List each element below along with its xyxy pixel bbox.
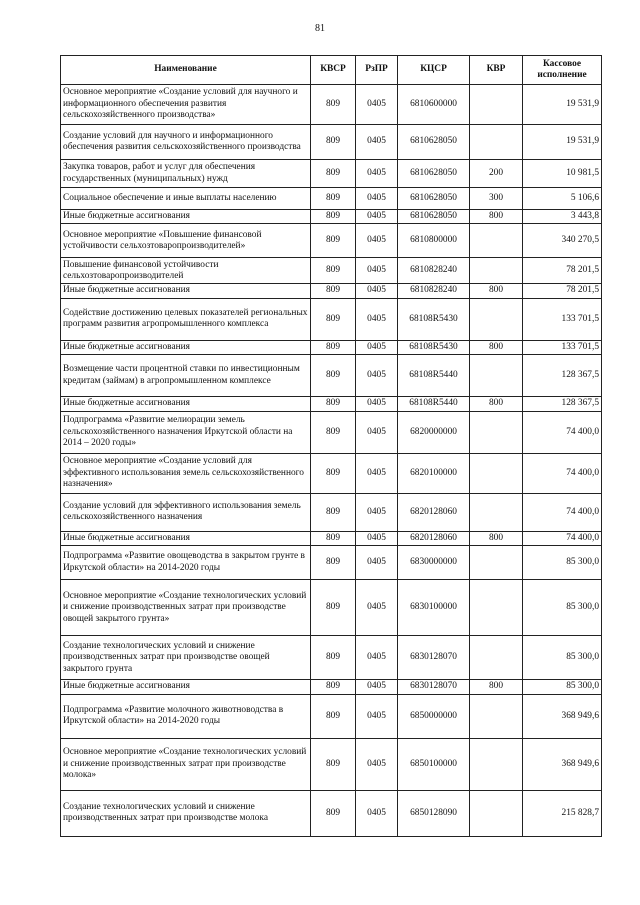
table-row <box>61 546 602 580</box>
cell-cash-execution: 85 300,0 <box>523 636 602 680</box>
cell-kcsr: 6850100000 <box>398 738 470 790</box>
cell-kcsr: 6810628050 <box>398 125 470 160</box>
cell-cash-execution: 128 367,5 <box>523 355 602 397</box>
table-row <box>61 790 602 836</box>
cell-kvsr: 809 <box>311 531 356 545</box>
cell-rzpr: 0405 <box>356 224 398 258</box>
cell-kvr <box>470 694 523 738</box>
cell-name: Основное мероприятие «Создание условий для эффективного использования земель сельскохозяйственного назначения» <box>61 453 311 493</box>
cell-cash-execution: 85 300,0 <box>523 546 602 580</box>
cell-kvr <box>470 580 523 636</box>
table-row <box>61 258 602 284</box>
cell-name: Основное мероприятие «Создание технологических условий и снижение производственных затрат при производстве овощей закрытого грунта» <box>61 580 311 636</box>
cell-kcsr: 6810628050 <box>398 160 470 188</box>
cell-cash-execution: 85 300,0 <box>523 580 602 636</box>
header-rzpr: РзПР <box>356 56 398 85</box>
table-row <box>61 580 602 636</box>
cell-kvsr: 809 <box>311 188 356 210</box>
cell-cash-execution: 74 400,0 <box>523 493 602 531</box>
table-row <box>61 125 602 160</box>
cell-cash-execution: 85 300,0 <box>523 680 602 694</box>
cell-kvsr: 809 <box>311 694 356 738</box>
table-row <box>61 298 602 340</box>
table-row <box>61 680 602 694</box>
cell-kvr: 800 <box>470 680 523 694</box>
cell-name: Иные бюджетные ассигнования <box>61 210 311 224</box>
cell-kcsr: 6810828240 <box>398 258 470 284</box>
cell-rzpr: 0405 <box>356 284 398 298</box>
cell-rzpr: 0405 <box>356 636 398 680</box>
table-row <box>61 453 602 493</box>
cell-kvsr: 809 <box>311 397 356 411</box>
cell-kvr: 800 <box>470 284 523 298</box>
cell-kvsr: 809 <box>311 284 356 298</box>
cell-cash-execution: 74 400,0 <box>523 453 602 493</box>
cell-cash-execution: 133 701,5 <box>523 340 602 354</box>
cell-kcsr: 6820100000 <box>398 453 470 493</box>
cell-kvsr: 809 <box>311 546 356 580</box>
page-number: 81 <box>315 23 325 34</box>
cell-rzpr: 0405 <box>356 546 398 580</box>
cell-kvsr: 809 <box>311 224 356 258</box>
cell-rzpr: 0405 <box>356 85 398 125</box>
cell-kvr <box>470 85 523 125</box>
cell-kvsr: 809 <box>311 411 356 453</box>
cell-rzpr: 0405 <box>356 738 398 790</box>
header-kcsr: КЦСР <box>398 56 470 85</box>
cell-name: Подпрограмма «Развитие молочного животноводства в Иркутской области» на 2014-2020 годы <box>61 694 311 738</box>
cell-rzpr: 0405 <box>356 411 398 453</box>
cell-name: Иные бюджетные ассигнования <box>61 340 311 354</box>
cell-kvr <box>470 298 523 340</box>
cell-rzpr: 0405 <box>356 355 398 397</box>
cell-rzpr: 0405 <box>356 694 398 738</box>
cell-kcsr: 6810600000 <box>398 85 470 125</box>
cell-kvr <box>470 258 523 284</box>
cell-rzpr: 0405 <box>356 210 398 224</box>
cell-name: Основное мероприятие «Повышение финансовой устойчивости сельхозтоваропроизводителей» <box>61 224 311 258</box>
cell-rzpr: 0405 <box>356 258 398 284</box>
table-row <box>61 284 602 298</box>
cell-name: Повышение финансовой устойчивости сельхозтоваропроизводителей <box>61 258 311 284</box>
cell-kvsr: 809 <box>311 340 356 354</box>
cell-cash-execution: 3 443,8 <box>523 210 602 224</box>
cell-rzpr: 0405 <box>356 160 398 188</box>
cell-kcsr: 6810800000 <box>398 224 470 258</box>
cell-kvsr: 809 <box>311 160 356 188</box>
table-row <box>61 160 602 188</box>
cell-name: Основное мероприятие «Создание условий для научного и информационного обеспечения развития сельскохозяйственного производства» <box>61 85 311 125</box>
cell-cash-execution: 215 828,7 <box>523 790 602 836</box>
cell-kvr <box>470 790 523 836</box>
cell-cash-execution: 5 106,6 <box>523 188 602 210</box>
cell-kvsr: 809 <box>311 493 356 531</box>
table-row <box>61 411 602 453</box>
cell-name: Иные бюджетные ассигнования <box>61 680 311 694</box>
cell-name: Иные бюджетные ассигнования <box>61 531 311 545</box>
cell-kcsr: 6830128070 <box>398 680 470 694</box>
cell-kvr <box>470 355 523 397</box>
cell-kcsr: 68108R5430 <box>398 340 470 354</box>
cell-kvr: 200 <box>470 160 523 188</box>
cell-kvr <box>470 453 523 493</box>
cell-rzpr: 0405 <box>356 397 398 411</box>
table-row <box>61 694 602 738</box>
cell-rzpr: 0405 <box>356 531 398 545</box>
cell-kcsr: 6810628050 <box>398 188 470 210</box>
cell-kvr: 800 <box>470 210 523 224</box>
cell-cash-execution: 19 531,9 <box>523 85 602 125</box>
cell-kvr: 800 <box>470 340 523 354</box>
cell-kcsr: 6810628050 <box>398 210 470 224</box>
cell-kvsr: 809 <box>311 355 356 397</box>
cell-kvsr: 809 <box>311 125 356 160</box>
cell-cash-execution: 74 400,0 <box>523 531 602 545</box>
cell-rzpr: 0405 <box>356 680 398 694</box>
cell-name: Создание условий для научного и информационного обеспечения развития сельскохозяйственного производства <box>61 125 311 160</box>
cell-cash-execution: 78 201,5 <box>523 258 602 284</box>
cell-name: Основное мероприятие «Создание технологических условий и снижение производственных затрат при производстве молока» <box>61 738 311 790</box>
cell-name: Социальное обеспечение и иные выплаты населению <box>61 188 311 210</box>
table-header-row <box>61 56 602 85</box>
cell-kcsr: 68108R5430 <box>398 298 470 340</box>
cell-kcsr: 6820000000 <box>398 411 470 453</box>
cell-rzpr: 0405 <box>356 340 398 354</box>
cell-kvr <box>470 125 523 160</box>
table-row <box>61 355 602 397</box>
cell-cash-execution: 74 400,0 <box>523 411 602 453</box>
cell-kvr: 800 <box>470 397 523 411</box>
table-row <box>61 188 602 210</box>
cell-kcsr: 68108R5440 <box>398 397 470 411</box>
cell-kvsr: 809 <box>311 636 356 680</box>
cell-kvsr: 809 <box>311 790 356 836</box>
cell-kvsr: 809 <box>311 580 356 636</box>
cell-kvsr: 809 <box>311 453 356 493</box>
cell-name: Иные бюджетные ассигнования <box>61 397 311 411</box>
cell-kvsr: 809 <box>311 85 356 125</box>
header-cash-execution: Кассовое исполнение <box>523 56 602 85</box>
cell-kcsr: 6830100000 <box>398 580 470 636</box>
cell-kcsr: 6820128060 <box>398 493 470 531</box>
cell-name: Содействие достижению целевых показателей региональных программ развития агропромышленного комплекса <box>61 298 311 340</box>
cell-kcsr: 6810828240 <box>398 284 470 298</box>
cell-kvr <box>470 411 523 453</box>
header-kvr: КВР <box>470 56 523 85</box>
cell-name: Иные бюджетные ассигнования <box>61 284 311 298</box>
cell-cash-execution: 368 949,6 <box>523 694 602 738</box>
cell-kcsr: 68108R5440 <box>398 355 470 397</box>
cell-kvr: 800 <box>470 531 523 545</box>
cell-kcsr: 6820128060 <box>398 531 470 545</box>
cell-kvr: 300 <box>470 188 523 210</box>
cell-cash-execution: 78 201,5 <box>523 284 602 298</box>
cell-kcsr: 6830128070 <box>398 636 470 680</box>
table-row <box>61 224 602 258</box>
cell-name: Закупка товаров, работ и услуг для обеспечения государственных (муниципальных) нужд <box>61 160 311 188</box>
cell-cash-execution: 128 367,5 <box>523 397 602 411</box>
cell-rzpr: 0405 <box>356 493 398 531</box>
budget-execution-table <box>60 55 602 837</box>
cell-kvsr: 809 <box>311 680 356 694</box>
cell-name: Создание технологических условий и снижение производственных затрат при производстве овощей закрытого грунта <box>61 636 311 680</box>
cell-rzpr: 0405 <box>356 453 398 493</box>
cell-kcsr: 6830000000 <box>398 546 470 580</box>
table-row <box>61 397 602 411</box>
cell-kcsr: 6850128090 <box>398 790 470 836</box>
cell-rzpr: 0405 <box>356 125 398 160</box>
cell-rzpr: 0405 <box>356 790 398 836</box>
cell-cash-execution: 133 701,5 <box>523 298 602 340</box>
cell-cash-execution: 340 270,5 <box>523 224 602 258</box>
cell-rzpr: 0405 <box>356 188 398 210</box>
table-row <box>61 636 602 680</box>
cell-rzpr: 0405 <box>356 580 398 636</box>
table-row <box>61 493 602 531</box>
cell-rzpr: 0405 <box>356 298 398 340</box>
table-row <box>61 738 602 790</box>
cell-name: Подпрограмма «Развитие овощеводства в закрытом грунте в Иркутской области» на 2014-2020 годы <box>61 546 311 580</box>
table-row <box>61 85 602 125</box>
cell-cash-execution: 10 981,5 <box>523 160 602 188</box>
cell-cash-execution: 19 531,9 <box>523 125 602 160</box>
cell-kvr <box>470 493 523 531</box>
cell-name: Подпрограмма «Развитие мелиорации земель сельскохозяйственного назначения Иркутской области на 2014 – 2020 годы» <box>61 411 311 453</box>
cell-kvsr: 809 <box>311 210 356 224</box>
cell-kvr <box>470 224 523 258</box>
cell-kvsr: 809 <box>311 298 356 340</box>
cell-kvr <box>470 738 523 790</box>
cell-kvsr: 809 <box>311 258 356 284</box>
cell-kvr <box>470 546 523 580</box>
cell-kvsr: 809 <box>311 738 356 790</box>
header-name: Наименование <box>61 56 311 85</box>
cell-kcsr: 6850000000 <box>398 694 470 738</box>
cell-name: Возмещение части процентной ставки по инвестиционным кредитам (займам) в агропромышленном комплексе <box>61 355 311 397</box>
table-row <box>61 531 602 545</box>
cell-kvr <box>470 636 523 680</box>
table-row <box>61 340 602 354</box>
table-row <box>61 210 602 224</box>
cell-cash-execution: 368 949,6 <box>523 738 602 790</box>
cell-name: Создание условий для эффективного использования земель сельскохозяйственного назначения <box>61 493 311 531</box>
cell-name: Создание технологических условий и снижение производственных затрат при производстве молока <box>61 790 311 836</box>
header-kvsr: КВСР <box>311 56 356 85</box>
